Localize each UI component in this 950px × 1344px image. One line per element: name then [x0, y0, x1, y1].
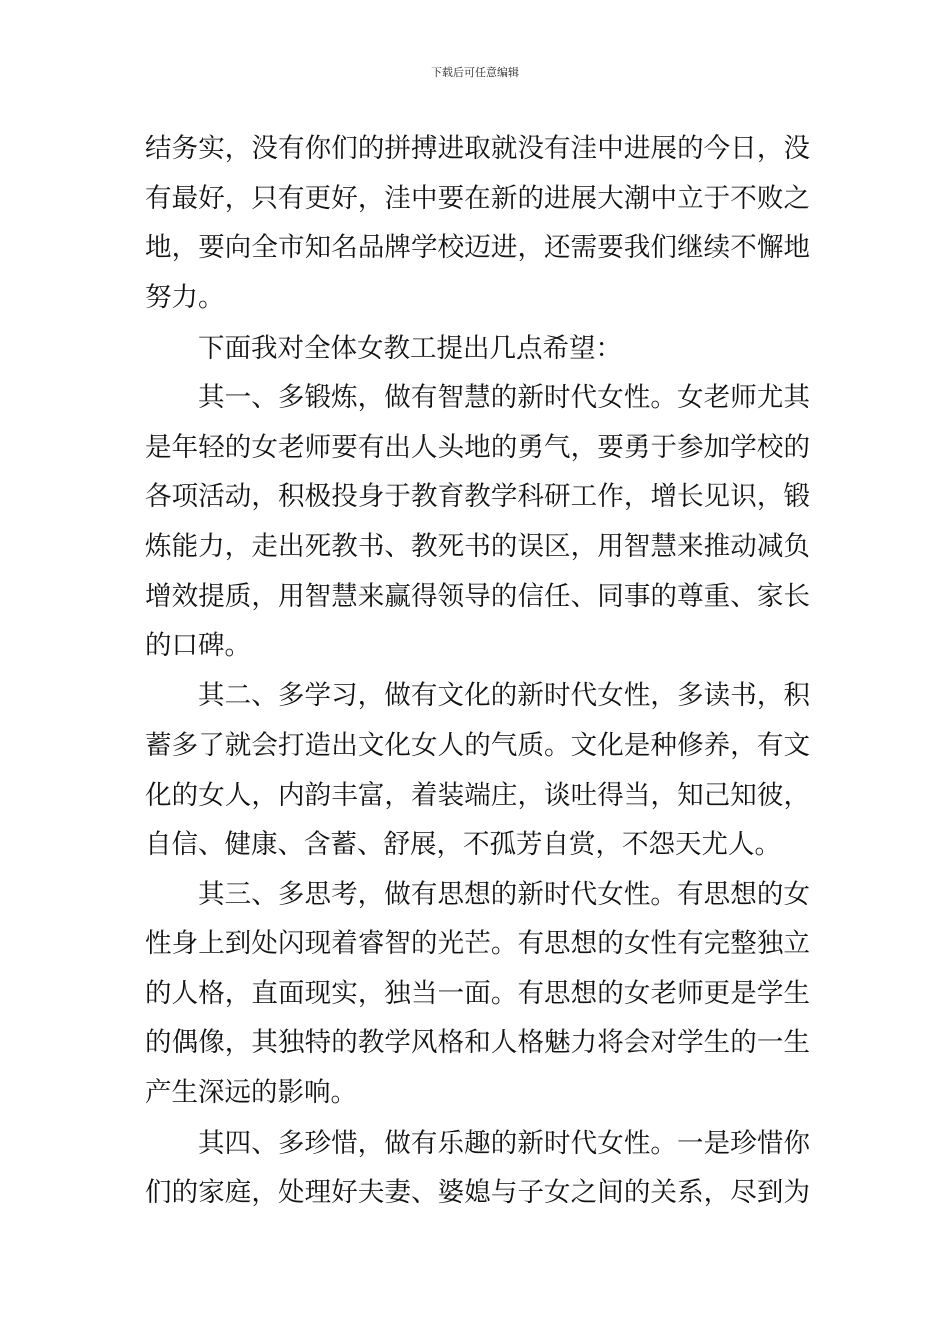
text-line: 地，要向全市知名品牌学校迈进，还需要我们继续不懈地 [145, 232, 810, 263]
text-line: 努力。 [145, 282, 225, 313]
text-line: 结务实，没有你们的拼搏进取就没有洼中进展的今日，没 [145, 133, 810, 164]
text-line: 炼能力，走出死教书、教死书的误区，用智慧来推动减负 [145, 531, 810, 562]
text-line: 其四、多珍惜，做有乐趣的新时代女性。一是珍惜你 [198, 1128, 810, 1159]
page-header: 下载后可任意编辑 [431, 66, 519, 79]
text-line: 蓄多了就会打造出文化女人的气质。文化是种修养，有文 [145, 730, 810, 761]
text-line: 增效提质，用智慧来赢得领导的信任、同事的尊重、家长 [145, 581, 810, 612]
text-line: 各项活动，积极投身于教育教学科研工作，增长见识，锻 [145, 481, 810, 512]
text-line: 的偶像，其独特的教学风格和人格魅力将会对学生的一生 [145, 1027, 810, 1058]
text-line: 性身上到处闪现着睿智的光芒。有思想的女性有完整独立 [145, 928, 810, 959]
text-line: 其三、多思考，做有思想的新时代女性。有思想的女 [198, 879, 810, 910]
text-line: 下面我对全体女教工提出几点希望： [198, 333, 622, 364]
text-line: 其二、多学习，做有文化的新时代女性，多读书，积 [198, 680, 810, 711]
text-line: 其一、多锻炼，做有智慧的新时代女性。女老师尤其 [198, 382, 810, 413]
text-line: 们的家庭，处理好夫妻、婆媳与子女之间的关系，尽到为 [145, 1177, 810, 1208]
text-line: 的口碑。 [145, 630, 251, 661]
text-line: 自信、健康、含蓄、舒展，不孤芳自赏，不怨天尤人。 [145, 829, 781, 860]
text-line: 产生深远的影响。 [145, 1077, 357, 1108]
text-line: 化的女人，内韵丰富，着装端庄，谈吐得当，知己知彼， [145, 780, 810, 811]
text-line: 有最好，只有更好，洼中要在新的进展大潮中立于不败之 [145, 183, 810, 214]
text-line: 是年轻的女老师要有出人头地的勇气，要勇于参加学校的 [145, 432, 810, 463]
text-line: 的人格，直面现实，独当一面。有思想的女老师更是学生 [145, 978, 810, 1009]
